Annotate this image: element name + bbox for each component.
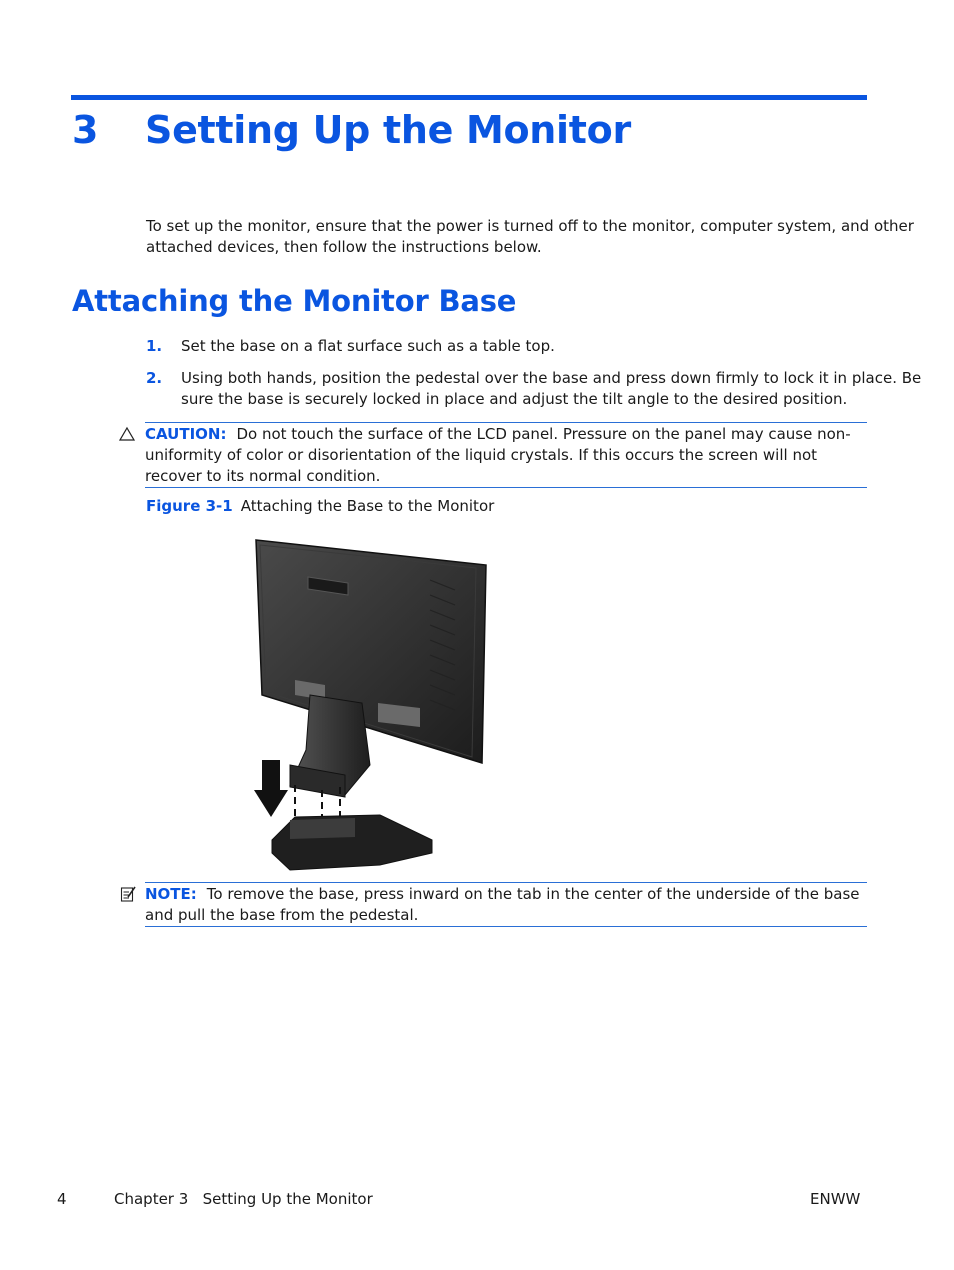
- chapter-number: 3: [72, 108, 99, 152]
- figure-illustration: [250, 535, 490, 875]
- step-1-text: Set the base on a flat surface such as a table top.: [181, 337, 555, 355]
- note-pencil-icon: [120, 885, 136, 903]
- monitor-base-diagram: [250, 535, 490, 875]
- figure-caption: [146, 496, 494, 517]
- chapter-title: Setting Up the Monitor: [145, 108, 631, 152]
- intro-line-1: To set up the monitor, ensure that the power is turned off to the monitor, computer system, and other: [146, 217, 914, 235]
- footer-page-number: 4: [57, 1190, 67, 1208]
- note-text: To remove the base, press inward on the tab in the center of the underside of the base and pull the base from the pedestal.: [145, 885, 860, 924]
- footer-chapter-ref: Chapter 3 Setting Up the Monitor: [114, 1190, 373, 1208]
- caution-content: [145, 423, 867, 489]
- intro-line-2: attached devices, then follow the instructions below.: [146, 238, 542, 256]
- note-label: NOTE:: [145, 885, 197, 903]
- step-2-text-line-1: Using both hands, position the pedestal over the base and press down firmly to lock it in place. Be: [181, 369, 922, 387]
- step-1-number: 1.: [146, 337, 163, 355]
- note-box: [145, 882, 867, 927]
- caution-box: [145, 422, 867, 488]
- figure-label: Figure 3-1: [146, 497, 233, 515]
- section-title: Attaching the Monitor Base: [72, 284, 517, 318]
- chapter-top-rule: [71, 95, 867, 100]
- figure-caption-text: Attaching the Base to the Monitor: [240, 497, 495, 515]
- note-content: [145, 883, 867, 928]
- footer-doc-code: ENWW: [810, 1190, 861, 1208]
- step-2-number: 2.: [146, 369, 163, 387]
- step-2-text-line-2: sure the base is securely locked in place and adjust the tilt angle to the desired position.: [181, 390, 848, 408]
- caution-label: CAUTION:: [145, 425, 227, 443]
- caution-triangle-icon: [119, 426, 135, 442]
- caution-text: Do not touch the surface of the LCD panel. Pressure on the panel may cause non-uniformity of color or disorientation of the liquid crystals. If this occurs the screen will not recover to its normal condition.: [145, 425, 851, 485]
